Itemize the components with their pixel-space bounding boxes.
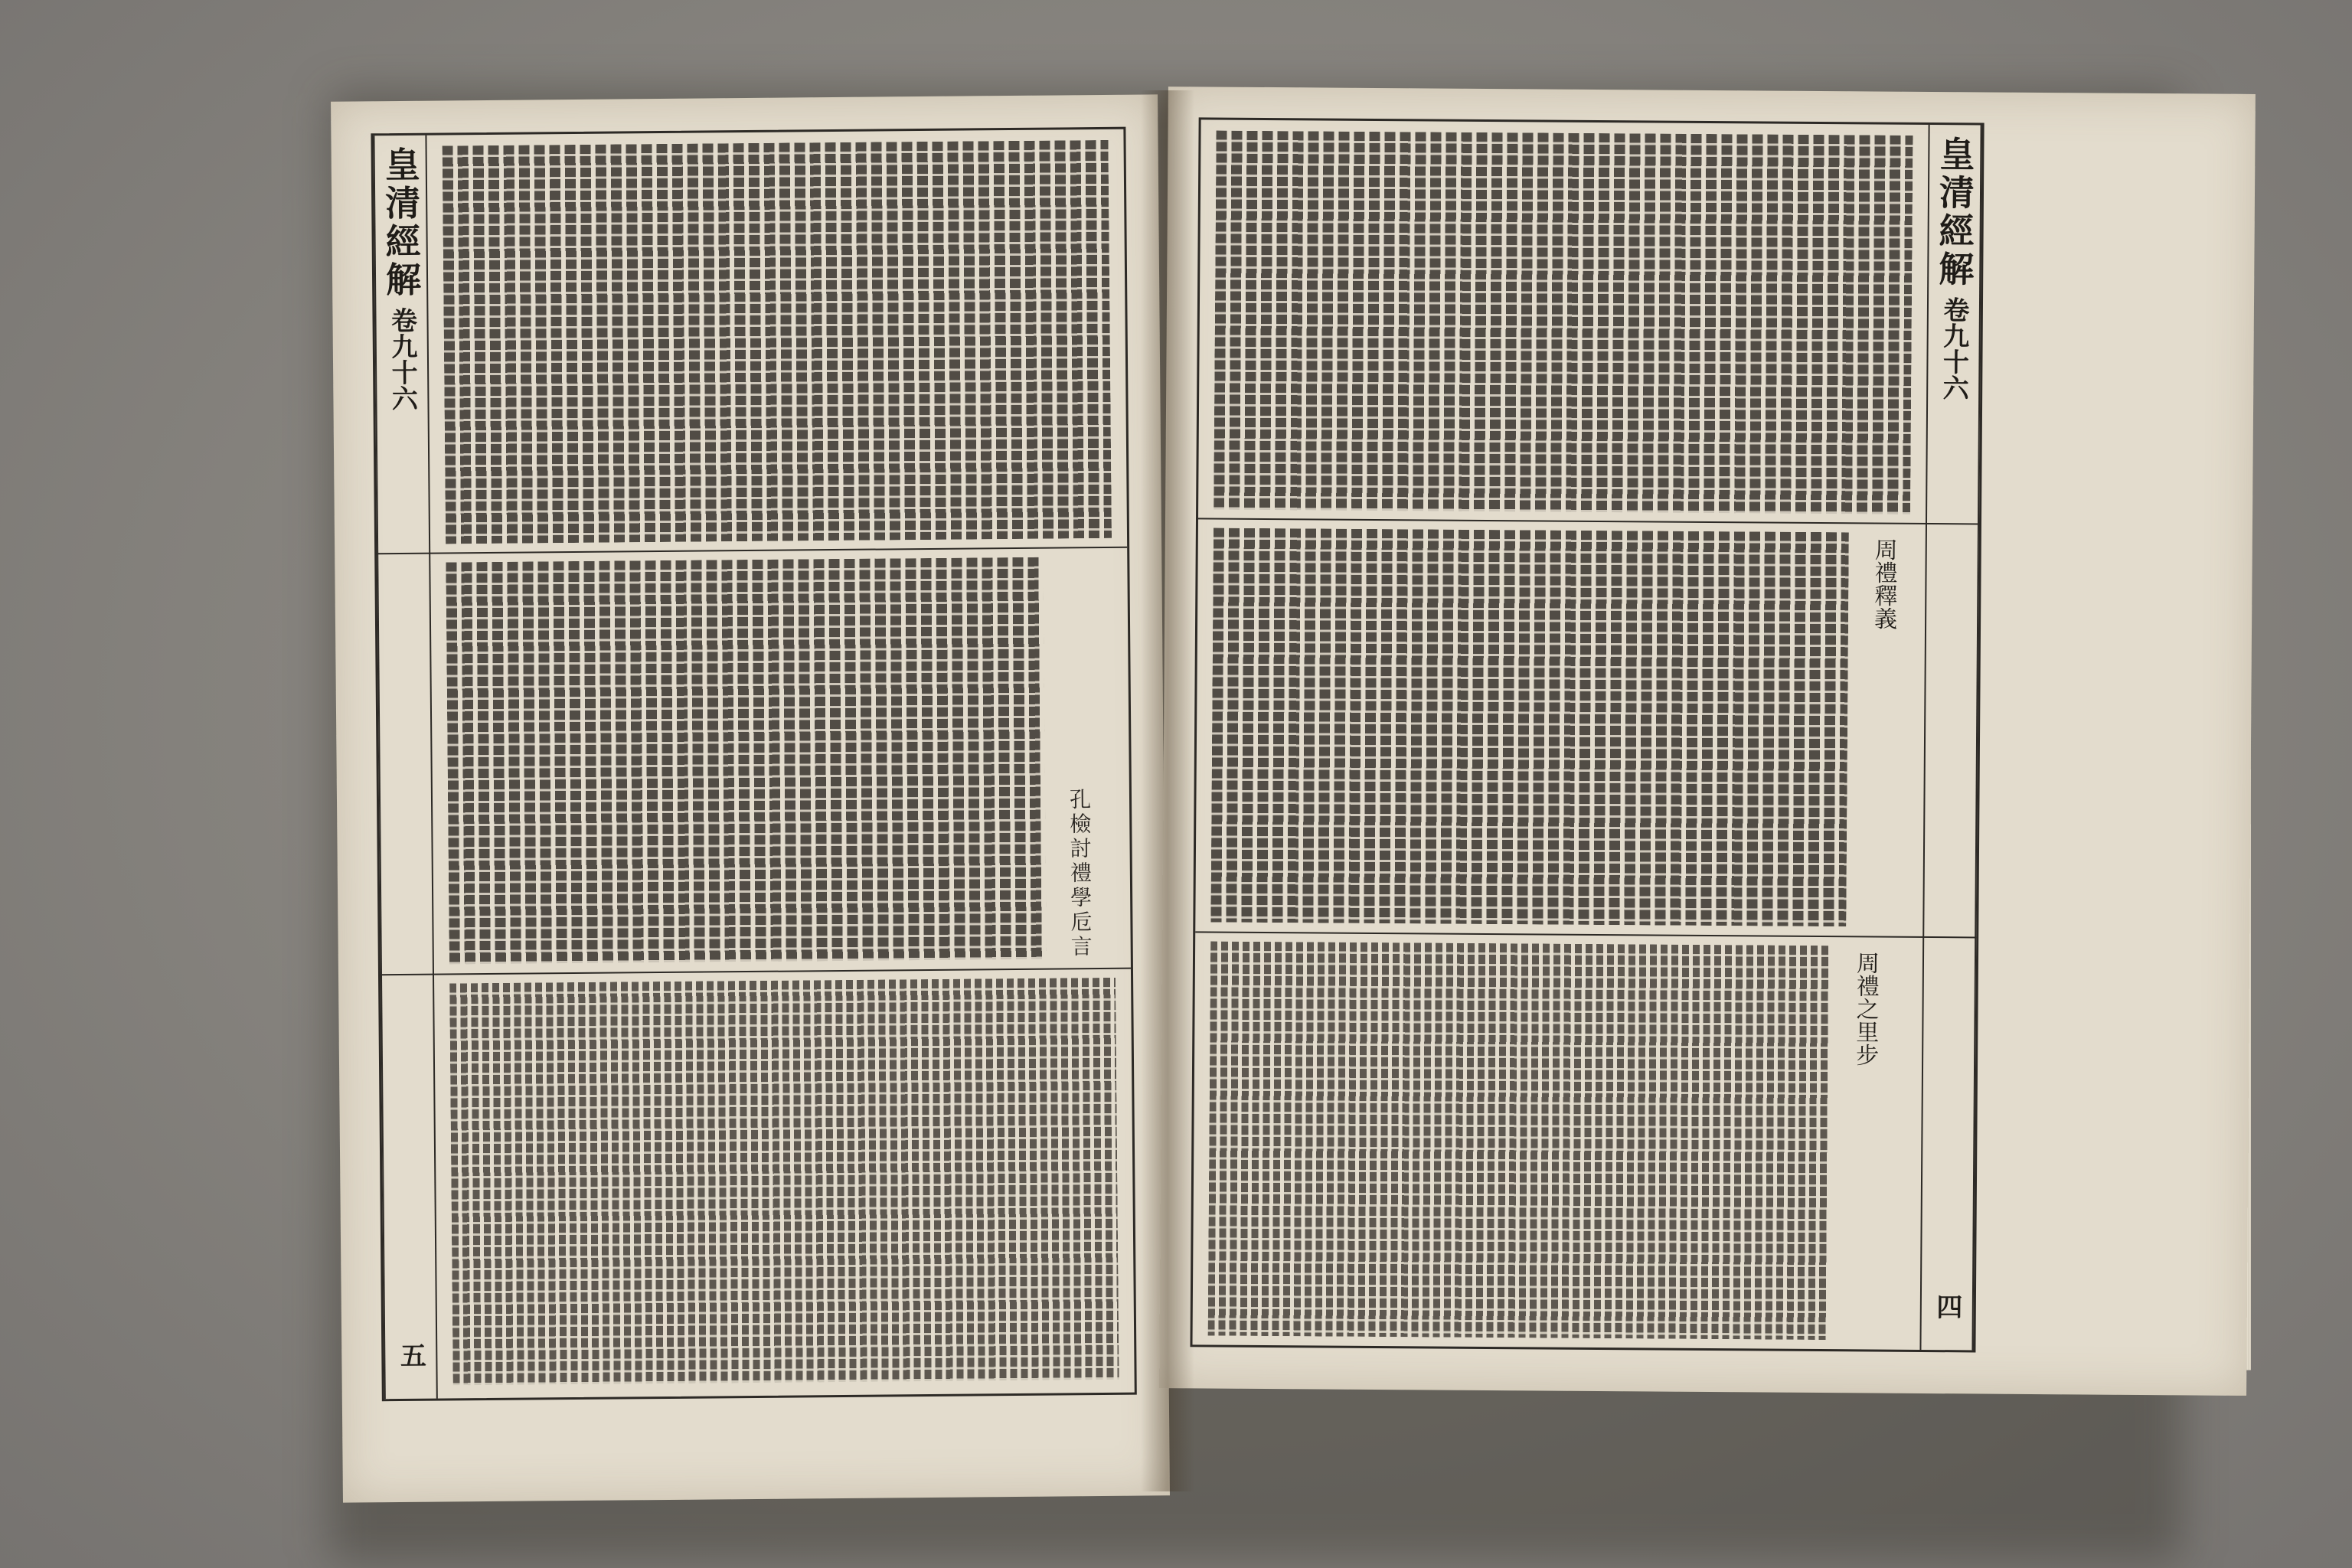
right-title-column [1919,125,1981,1350]
right-running-title: 皇清經解 [1933,136,1976,289]
right-page-number: 四 [1931,1293,1962,1320]
left-text-lower [449,978,1119,1386]
right-heading-2: 周禮之里步 [1851,951,1880,1067]
left-page-frame [371,127,1136,1402]
left-band-divider-1 [377,547,1127,555]
right-page-frame [1190,117,1984,1352]
left-title-column [373,136,437,1400]
right-text-upper [1214,131,1913,514]
left-caption: 孔檢討禮學卮言 [1066,788,1093,960]
left-volume-label: 卷九十六 [386,306,418,412]
left-text-upper [443,140,1112,544]
left-running-title: 皇清經解 [379,145,423,300]
left-page-number: 五 [395,1341,426,1369]
left-band-divider-2 [381,968,1131,976]
right-text-lower [1208,941,1831,1340]
right-band-divider-2 [1195,931,1976,938]
right-text-middle [1210,528,1849,926]
book-gutter [1141,90,1194,1491]
right-volume-label: 卷九十六 [1938,296,1970,401]
right-band-divider-1 [1198,518,1979,524]
left-text-middle [446,557,1047,965]
right-page [1159,87,2256,1396]
left-page [331,94,1170,1502]
right-heading-1: 周禮釋義 [1870,537,1897,630]
